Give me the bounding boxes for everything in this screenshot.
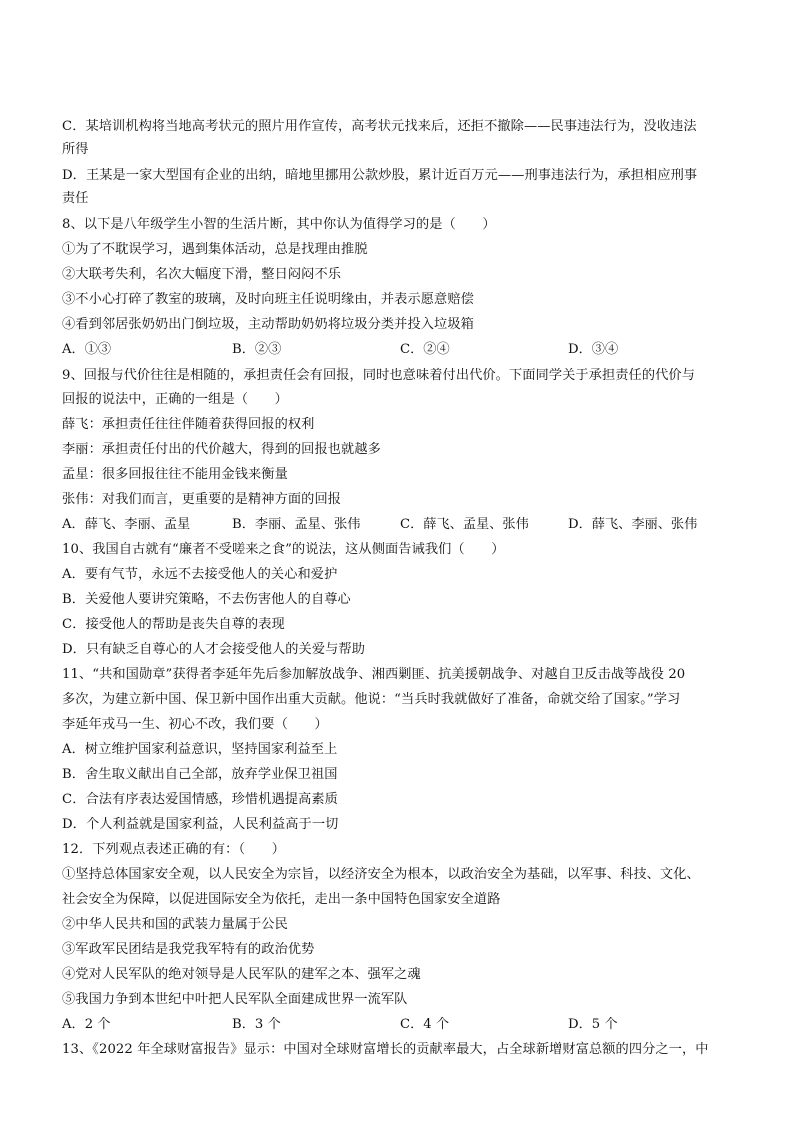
q10-option-c: C．接受他人的帮助是丧失自尊的表现 (62, 617, 285, 632)
q9-statement-2: 李丽：承担责任付出的代价越大，得到的回报也就越多 (62, 442, 381, 457)
q8-item-4: ④看到邻居张奶奶出门倒垃圾，主动帮助奶奶将垃圾分类并投入垃圾箱 (62, 317, 474, 332)
q12-option-d: D．5 个 (568, 1017, 618, 1032)
q12-stem: 12．下列观点表述正确的有：（ ） (62, 842, 285, 857)
q11-option-a: A．树立维护国家利益意识，坚持国家利益至上 (62, 742, 338, 757)
q10-option-a: A．要有气节，永远不去接受他人的关心和爱护 (62, 567, 338, 582)
q9-option-b: B．李丽、孟星、张伟 (232, 517, 361, 532)
q10-option-b: B．关爱他人要讲究策略，不去伤害他人的自尊心 (62, 592, 351, 607)
q9-statement-1: 薛飞：承担责任往往伴随着获得回报的权利 (62, 417, 315, 432)
q12-option-b: B．3 个 (232, 1017, 281, 1032)
q12-item-2: ②中华人民共和国的武装力量属于公民 (62, 917, 288, 932)
q10-option-d: D．只有缺乏自尊心的人才会接受他人的关爱与帮助 (62, 642, 365, 657)
q11-option-b: B．舍生取义献出自己全部，放弃学业保卫祖国 (62, 767, 338, 782)
q8-item-3: ③不小心打碎了教室的玻璃，及时向班主任说明缘由，并表示愿意赔偿 (62, 292, 474, 307)
q9-option-c: C．薛飞、孟星、张伟 (400, 517, 529, 532)
q12-option-c: C．4 个 (400, 1017, 450, 1032)
q11-stem-line3: 李延年戎马一生、初心不改，我们要（ ） (62, 717, 328, 732)
q12-item-3: ③军政军民团结是我党我军特有的政治优势 (62, 942, 315, 957)
q7-option-c-line2: 所得 (62, 142, 89, 157)
q7-option-d-line1: D．王某是一家大型国有企业的出纳，暗地里挪用公款炒股，累计近百万元——刑事违法行为，承担相应刑事 (62, 168, 698, 183)
q12-item-5: ⑤我国力争到本世纪中叶把人民军队全面建成世界一流军队 (62, 992, 408, 1007)
q8-item-2: ②大联考失利，名次大幅度下滑，整日闷闷不乐 (62, 267, 342, 282)
q11-option-c: C．合法有序表达爱国情感，珍惜机遇提高素质 (62, 792, 338, 807)
q12-option-a: A．2 个 (62, 1017, 111, 1032)
q10-stem: 10、我国自古就有“廉者不受嗟来之食”的说法，这从侧面告诫我们（ ） (62, 542, 505, 557)
q8-option-a: A．①③ (62, 342, 112, 357)
q9-statement-3: 孟星：很多回报往往不能用金钱来衡量 (62, 467, 288, 482)
q8-option-d: D．③④ (568, 342, 619, 357)
q8-option-b: B．②③ (232, 342, 282, 357)
q11-stem-line2: 多次，为建立新中国、保卫新中国作出重大贡献。他说：“当兵时我就做好了准备，命就交给了国家。”学习 (62, 692, 681, 707)
q11-option-d: D．个人利益就是国家利益，人民利益高于一切 (62, 817, 339, 832)
q12-item-1-line2: 社会安全为保障，以促进国际安全为依托，走出一条中国特色国家安全道路 (62, 892, 501, 907)
q13-stem-line1: 13、《2022 年全球财富报告》显示：中国对全球财富增长的贡献率最大，占全球新增财富总额的四分之一，中 (62, 1042, 709, 1057)
q8-item-1: ①为了不耽误学习，遇到集体活动，总是找理由推脱 (62, 242, 368, 257)
q12-item-1-line1: ①坚持总体国家安全观，以人民安全为宗旨，以经济安全为根本，以政治安全为基础，以军事、科技、文化、 (62, 867, 700, 882)
q7-option-d-line2: 责任 (62, 191, 89, 206)
q9-option-d: D．薛飞、李丽、张伟 (568, 517, 698, 532)
q9-stem-line2: 回报的说法中，正确的一组是（ ） (62, 392, 288, 407)
q7-option-c-line1: C．某培训机构将当地高考状元的照片用作宣传，高考状元找来后，还拒不撤除——民事违法行为，没收违法 (62, 119, 697, 134)
q9-option-a: A．薛飞、李丽、孟星 (62, 517, 191, 532)
q9-statement-4: 张伟：对我们而言，更重要的是精神方面的回报 (62, 492, 342, 507)
q11-stem-line1: 11、“共和国勋章”获得者李延年先后参加解放战争、湘西剿匪、抗美援朝战争、对越自卫反击战等战役 20 (62, 667, 686, 682)
q8-option-c: C．②④ (400, 342, 450, 357)
q8-stem: 8、以下是八年级学生小智的生活片断，其中你认为值得学习的是（ ） (62, 217, 496, 232)
q12-item-4: ④党对人民军队的绝对领导是人民军队的建军之本、强军之魂 (62, 967, 421, 982)
q9-stem-line1: 9、回报与代价往往是相随的，承担责任会有回报，同时也意味着付出代价。下面同学关于承担责任的代价与 (62, 368, 695, 383)
